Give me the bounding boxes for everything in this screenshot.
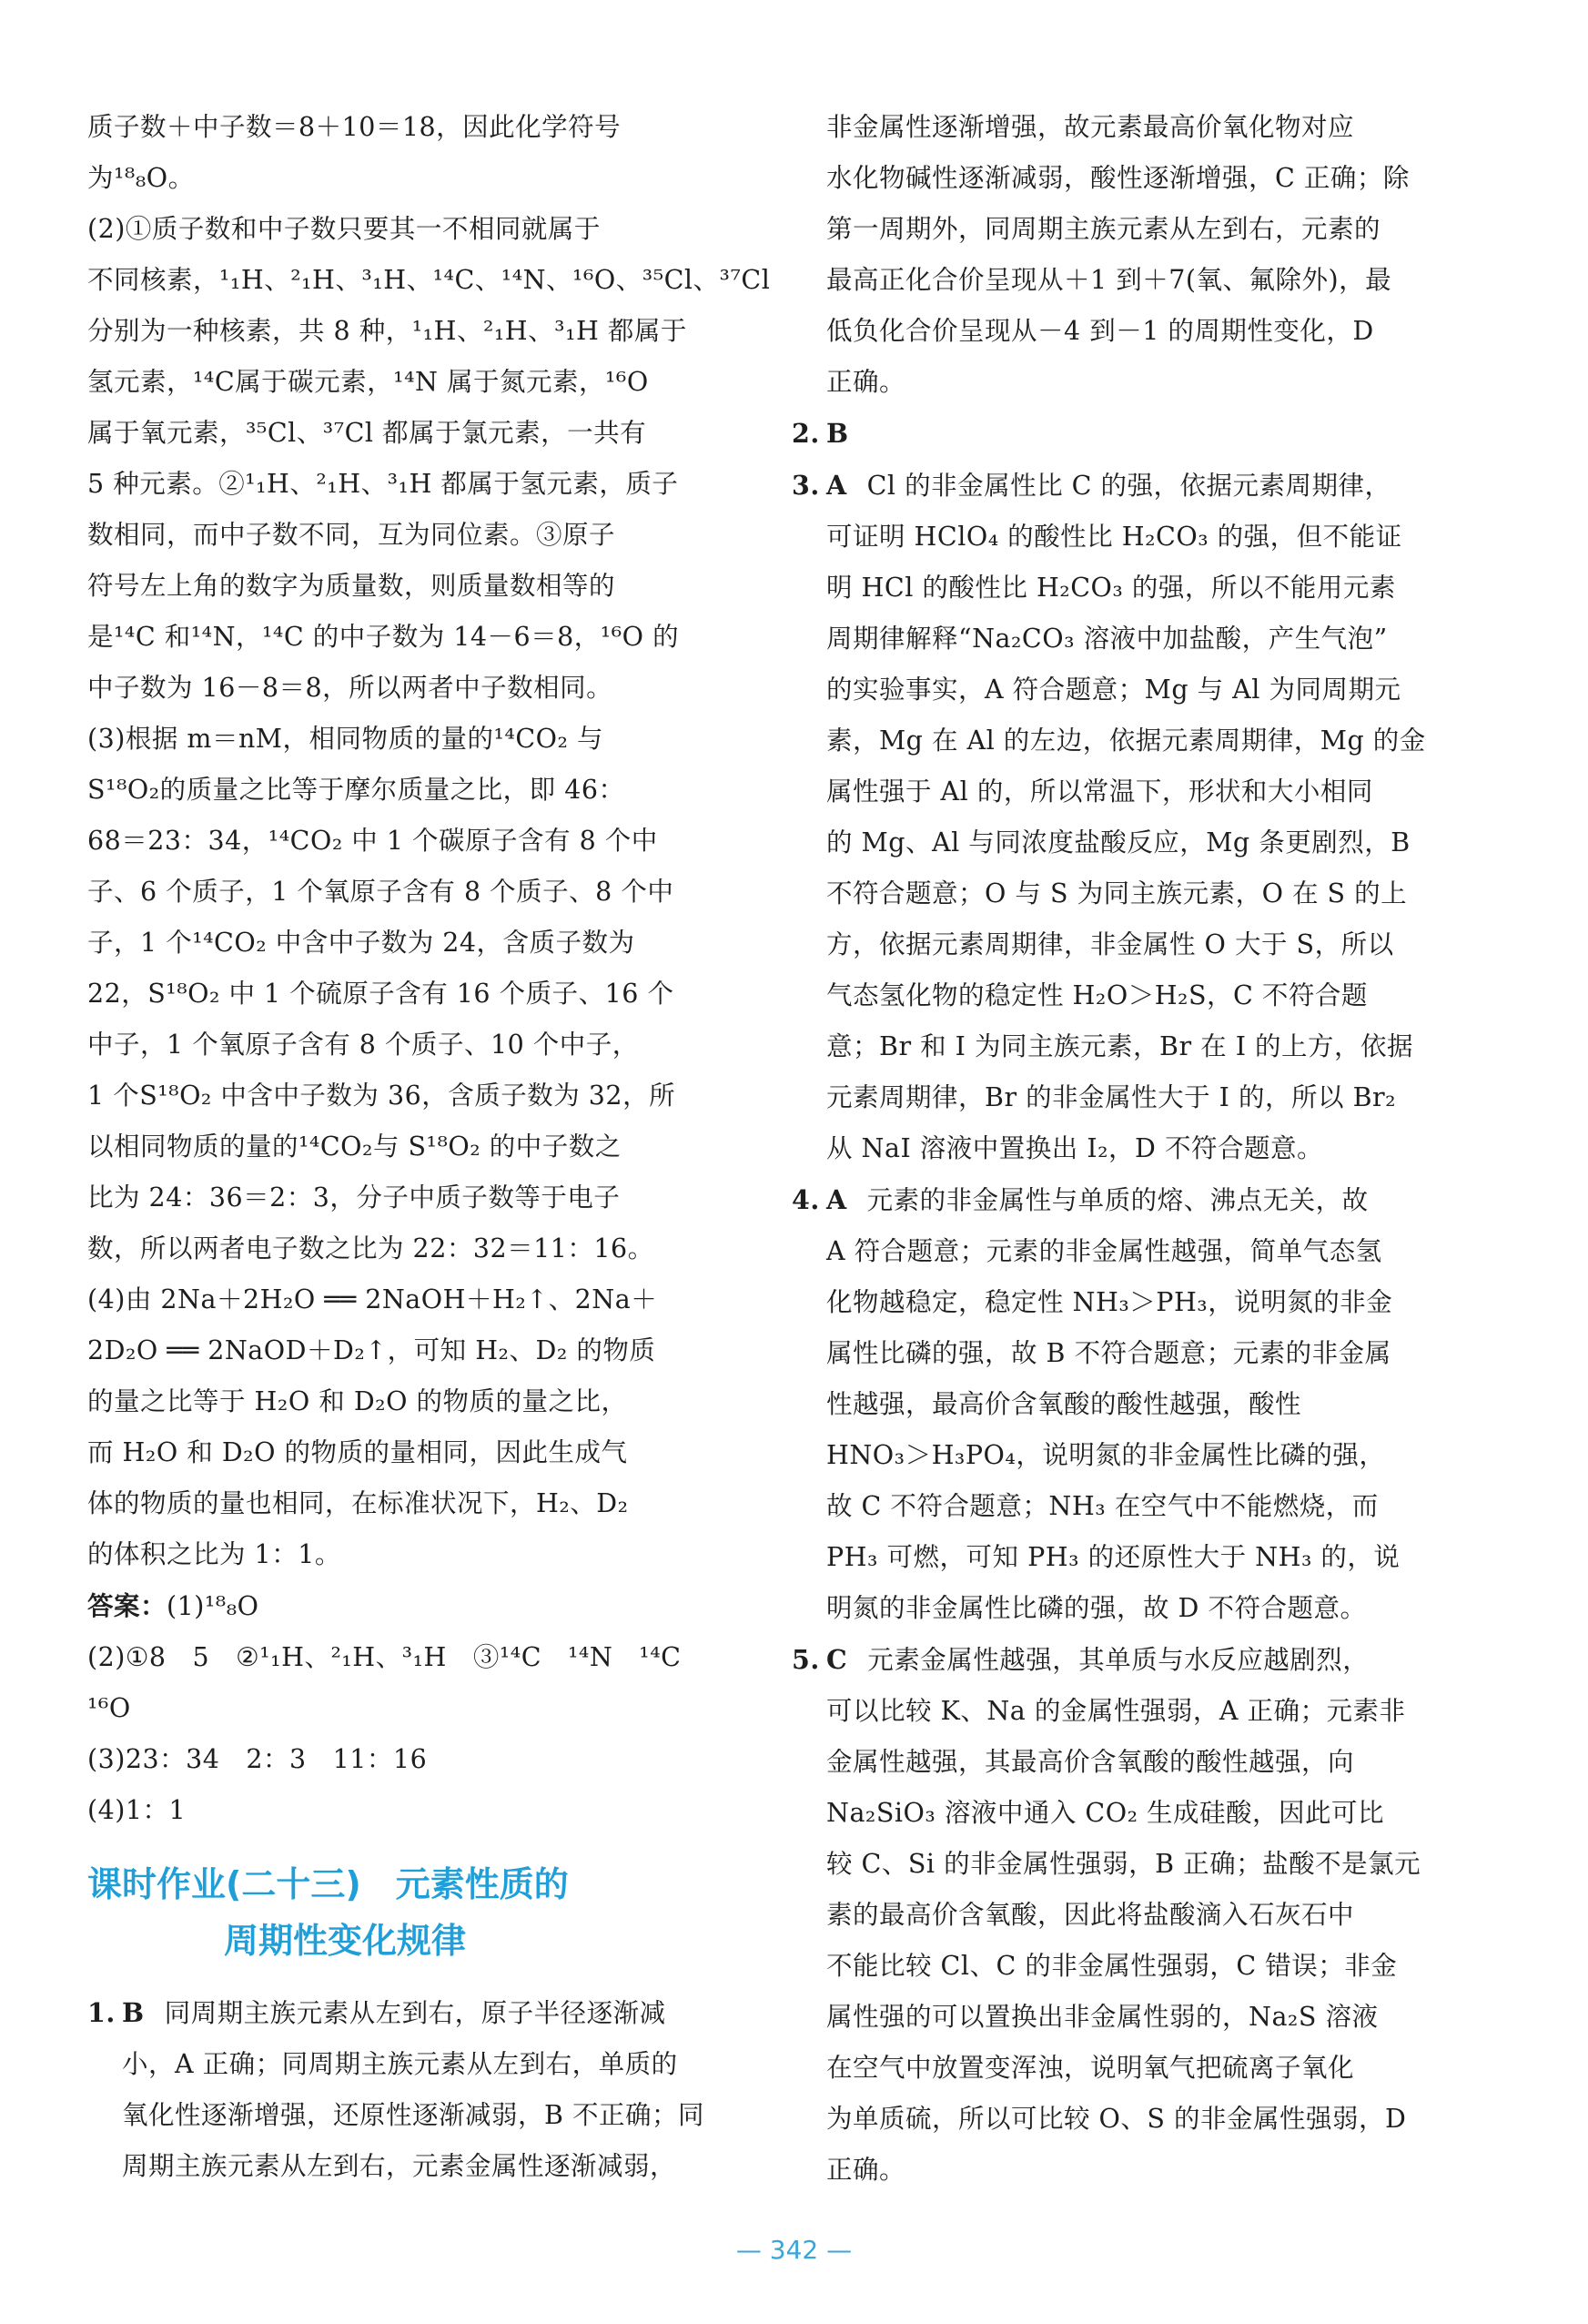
- text-line: 数相同，而中子数不同，互为同位素。③原子: [87, 520, 616, 550]
- text-line: 属性强的可以置换出非金属性弱的，Na₂S 溶液: [826, 2002, 1379, 2032]
- answer-line-1: [87, 1580, 733, 1632]
- text-line: (2)①质子数和中子数只要其一不相同就属于: [87, 214, 601, 244]
- text-line: 是¹⁴C 和¹⁴N，¹⁴C 的中子数为 14－6＝8，¹⁶O 的: [87, 622, 680, 652]
- text-line: 明 HCl 的酸性比 H₂CO₃ 的强，所以不能用元素: [826, 573, 1396, 603]
- text-line: 可证明 HClO₄ 的酸性比 H₂CO₃ 的强，但不能证: [826, 522, 1402, 552]
- text-line: 金属性越强，其最高价含氧酸的酸性越强，向: [826, 1747, 1355, 1777]
- text-line: 中子，1 个氧原子含有 8 个质子、10 个中子，: [87, 1030, 639, 1060]
- section-title-line-2: 周期性变化规律: [224, 1921, 467, 1961]
- text-line: 为单质硫，所以可比较 O、S 的非金属性强弱，D: [826, 2104, 1407, 2134]
- section-title-line-1: 课时作业(二十三) 元素性质的: [87, 1864, 569, 1904]
- text-line: 质子数＋中子数＝8＋10＝18，因此化学符号: [87, 112, 622, 142]
- question-text: 同周期主族元素从左到右，原子半径逐渐减: [164, 1998, 666, 2028]
- text-line: 最高正化合价呈现从＋1 到＋7(氧、氟除外)，最: [826, 265, 1392, 295]
- question-text: 元素金属性越强，其单质与水反应越剧烈，: [867, 1645, 1370, 1675]
- text-line: 周期律解释“Na₂CO₃ 溶液中加盐酸，产生气泡”: [826, 624, 1388, 654]
- answer-text: (1)¹⁸₈O: [167, 1591, 259, 1621]
- page-number: — 342 —: [735, 2235, 853, 2265]
- answer-letter: B: [122, 1997, 145, 2028]
- question-1: [87, 1987, 733, 2192]
- question-2-line: [792, 408, 1438, 460]
- answer-label: 答案：: [87, 1590, 167, 1621]
- text-line: 1 个S¹⁸O₂ 中含中子数为 36，含质子数为 32，所: [87, 1081, 676, 1111]
- text-line: 的 Mg、Al 与同浓度盐酸反应，Mg 条更剧烈，B: [826, 827, 1411, 858]
- intro-paragraph: [87, 102, 733, 204]
- text-line: 2D₂O ══ 2NaOD＋D₂↑，可知 H₂、D₂ 的物质: [87, 1335, 656, 1365]
- question-5: [792, 1634, 1438, 2196]
- text-line: S¹⁸O₂的质量之比等于摩尔质量之比，即 46：: [87, 775, 625, 805]
- text-line: [792, 1174, 1438, 1226]
- text-line: 68＝23：34，¹⁴CO₂ 中 1 个碳原子含有 8 个中: [87, 826, 658, 856]
- answer-line: ¹⁶O: [87, 1693, 131, 1723]
- text-line: 方，依据元素周期律，非金属性 O 大于 S，所以: [826, 929, 1394, 959]
- answer-letter: C: [826, 1644, 848, 1675]
- text-line: 以相同物质的量的¹⁴CO₂与 S¹⁸O₂ 的中子数之: [87, 1132, 622, 1162]
- right-column: [792, 102, 1438, 2196]
- text-line: 第一周期外，同周期主族元素从左到右，元素的: [826, 214, 1381, 244]
- text-line: 可以比较 K、Na 的金属性强弱，A 正确；元素非: [826, 1696, 1406, 1726]
- text-line: 中子数为 16－8＝8，所以两者中子数相同。: [87, 673, 613, 703]
- text-line: 元素周期律，Br 的非金属性大于 I 的，所以 Br₂: [826, 1082, 1397, 1112]
- text-line: 不符合题意；O 与 S 为同主族元素，O 在 S 的上: [826, 878, 1408, 908]
- text-line: 非金属性逐渐增强，故元素最高价氧化物对应: [826, 112, 1355, 142]
- text-line: Na₂SiO₃ 溶液中通入 CO₂ 生成硅酸，因此可比: [826, 1798, 1385, 1828]
- text-line: 故 C 不符合题意；NH₃ 在空气中不能燃烧，而: [826, 1491, 1379, 1521]
- text-line: 化物越稳定，稳定性 NH₃＞PH₃，说明氮的非金: [826, 1287, 1393, 1317]
- text-line: 22，S¹⁸O₂ 中 1 个硫原子含有 16 个质子、16 个: [87, 979, 674, 1009]
- text-line: 不同核素，¹₁H、²₁H、³₁H、¹⁴C、¹⁴N、¹⁶O、³⁵Cl、³⁷Cl: [87, 265, 771, 295]
- text-line: 水化物碱性逐渐减弱，酸性逐渐增强，C 正确；除: [826, 163, 1410, 193]
- text-line: 数，所以两者电子数之比为 22：32＝11：16。: [87, 1233, 654, 1263]
- question-number: 1.: [87, 1997, 116, 2028]
- text-line: 明氮的非金属性比磷的强，故 D 不符合题意。: [826, 1593, 1367, 1623]
- answer-line: (4)1：1: [87, 1795, 187, 1825]
- text-line: HNO₃＞H₃PO₄，说明氮的非金属性比磷的强，: [826, 1440, 1386, 1470]
- text-line: 不能比较 Cl、C 的非金属性强弱，C 错误；非金: [826, 1951, 1398, 1981]
- text-line: 的量之比等于 H₂O 和 D₂O 的物质的量之比，: [87, 1386, 628, 1416]
- text-line: 正确。: [826, 2155, 906, 2185]
- answer-letter: A: [826, 1184, 847, 1215]
- paragraph-3: [87, 714, 733, 1274]
- text-line: 氢元素，¹⁴C属于碳元素，¹⁴N 属于氮元素，¹⁶O: [87, 367, 649, 397]
- text-line: 在空气中放置变浑浊，说明氧气把硫离子氧化: [826, 2053, 1355, 2083]
- question-number: 4.: [792, 1184, 820, 1215]
- text-line: 小，A 正确；同周期主族元素从左到右，单质的: [122, 2049, 678, 2079]
- text-line: (4)由 2Na＋2H₂O ══ 2NaOH＋H₂↑、2Na＋: [87, 1284, 658, 1314]
- question-number: 3.: [792, 470, 820, 501]
- question-4: [792, 1174, 1438, 1634]
- text-line: 属性强于 Al 的，所以常温下，形状和大小相同: [826, 776, 1373, 807]
- answer-line: (3)23：34 2：3 11：16: [87, 1744, 428, 1774]
- text-line: [792, 1634, 1438, 1686]
- text-line: 分别为一种核素，共 8 种，¹₁H、²₁H、³₁H 都属于: [87, 316, 687, 346]
- text-line: 而 H₂O 和 D₂O 的物质的量相同，因此生成气: [87, 1437, 628, 1467]
- text-line: 为¹⁸₈O。: [87, 163, 195, 193]
- question-number: 2.: [792, 418, 820, 449]
- text-line: 正确。: [826, 367, 906, 397]
- text-line: 较 C、Si 的非金属性强弱，B 正确；盐酸不是氯元: [826, 1849, 1421, 1879]
- text-line: 比为 24：36＝2：3，分子中质子数等于电子: [87, 1182, 621, 1213]
- text-line: 性越强，最高价含氧酸的酸性越强，酸性: [826, 1389, 1302, 1419]
- text-line: 低负化合价呈现从－4 到－1 的周期性变化，D: [826, 316, 1374, 346]
- text-line: A 符合题意；元素的非金属性越强，简单气态氢: [826, 1236, 1382, 1266]
- paragraph-2: [87, 204, 771, 714]
- text-line: 5 种元素。②¹₁H、²₁H、³₁H 都属于氢元素，质子: [87, 469, 679, 499]
- answer-letter: A: [826, 470, 847, 501]
- text-line: 属性比磷的强，故 B 不符合题意；元素的非金属: [826, 1338, 1391, 1368]
- text-line: 素的最高价含氧酸，因此将盐酸滴入石灰石中: [826, 1900, 1355, 1930]
- answer-block: [87, 1580, 733, 1836]
- question-1-continued: [792, 102, 1438, 408]
- text-line: 素，Mg 在 Al 的左边，依据元素周期律，Mg 的金: [826, 726, 1426, 756]
- section-title: [87, 1856, 733, 1969]
- text-line: [87, 1987, 733, 2039]
- question-number: 5.: [792, 1644, 820, 1675]
- question-3: [792, 460, 1438, 1174]
- text-line: 子、6 个质子，1 个氧原子含有 8 个质子、8 个中: [87, 877, 674, 907]
- text-line: 周期主族元素从左到右，元素金属性逐渐减弱，: [122, 2151, 677, 2181]
- text-line: 体的物质的量也相同，在标准状况下，H₂、D₂: [87, 1488, 629, 1518]
- text-line: 符号左上角的数字为质量数，则质量数相等的: [87, 571, 616, 601]
- text-line: 属于氧元素，³⁵Cl、³⁷Cl 都属于氯元素，一共有: [87, 418, 647, 448]
- text-line: 的体积之比为 1：1。: [87, 1539, 341, 1569]
- text-line: 氧化性逐渐增强，还原性逐渐减弱，B 不正确；同: [122, 2100, 705, 2130]
- text-line: 意；Br 和 I 为同主族元素，Br 在 I 的上方，依据: [826, 1031, 1414, 1061]
- text-line: (3)根据 m＝nM，相同物质的量的¹⁴CO₂ 与: [87, 724, 603, 754]
- answer-line: (2)①8 5 ②¹₁H、²₁H、³₁H ③¹⁴C ¹⁴N ¹⁴C: [87, 1642, 682, 1672]
- left-column: [87, 102, 771, 2192]
- question-text: Cl 的非金属性比 C 的强，依据元素周期律，: [866, 471, 1391, 501]
- answer-letter: B: [826, 418, 849, 449]
- text-line: [792, 460, 1438, 512]
- paragraph-4: [87, 1274, 733, 1580]
- text-line: 气态氢化物的稳定性 H₂O＞H₂S，C 不符合题: [826, 980, 1368, 1010]
- question-2: [792, 408, 1438, 460]
- question-text: 元素的非金属性与单质的熔、沸点无关，故: [866, 1185, 1369, 1215]
- text-line: 从 NaI 溶液中置换出 I₂，D 不符合题意。: [826, 1133, 1323, 1163]
- text-line: 的实验事实，A 符合题意；Mg 与 Al 为同周期元: [826, 675, 1401, 705]
- text-line: PH₃ 可燃，可知 PH₃ 的还原性大于 NH₃ 的，说: [826, 1542, 1401, 1572]
- text-line: 子，1 个¹⁴CO₂ 中含中子数为 24，含质子数为: [87, 928, 635, 958]
